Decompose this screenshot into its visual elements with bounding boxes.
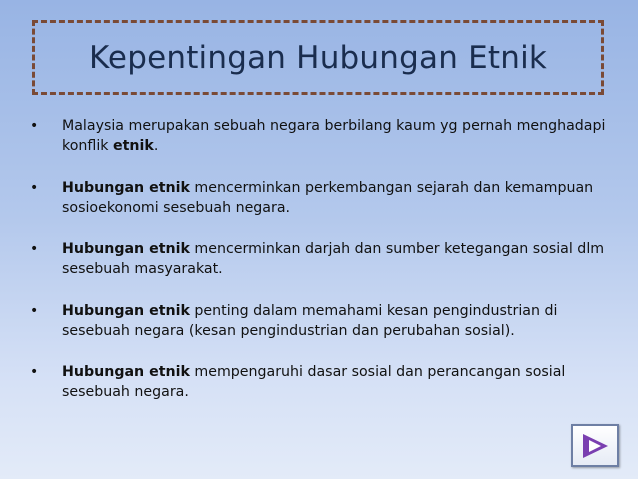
bullet-item xyxy=(30,178,610,218)
bullet-text: penting dalam memahami kesan pengindustrian di sesebuah negara (kesan pengindustrian dan perubahan sosial). xyxy=(62,302,558,339)
bullet-list xyxy=(30,116,610,424)
slide-title: Kepentingan Hubungan Etnik xyxy=(88,39,548,76)
bullet-lead: Hubungan etnik xyxy=(62,179,190,196)
bullet-text: Malaysia merupakan sebuah negara berbilang kaum yg pernah menghadapi konflik xyxy=(62,118,606,154)
bullet-marker: • xyxy=(30,241,39,257)
next-slide-button[interactable] xyxy=(571,424,619,467)
bullet-text: mencerminkan darjah dan sumber ketegangan sosial dlm sesebuah masyarakat. xyxy=(62,241,605,277)
bullet-item xyxy=(30,116,610,156)
bullet-lead: Hubungan etnik xyxy=(62,241,190,257)
play-triangle-icon xyxy=(578,431,612,461)
bullet-text: mencerminkan perkembangan sejarah dan kemampuan sosioekonomi sesebuah negara. xyxy=(62,179,594,216)
bullet-lead: Hubungan etnik xyxy=(62,364,190,380)
bullet-item xyxy=(30,239,610,279)
bullet-lead: Hubungan etnik xyxy=(62,302,190,319)
bullet-emph: etnik xyxy=(113,138,154,154)
bullet-item xyxy=(30,362,610,402)
bullet-marker: • xyxy=(30,179,39,196)
bullet-item xyxy=(30,301,610,341)
bullet-marker: • xyxy=(30,118,39,134)
title-box xyxy=(32,20,604,95)
bullet-tail: . xyxy=(153,138,159,154)
bullet-text: mempengaruhi dasar sosial dan perancangan sosial sesebuah negara. xyxy=(62,364,566,400)
bullet-marker: • xyxy=(30,302,39,319)
bullet-marker: • xyxy=(30,364,39,380)
